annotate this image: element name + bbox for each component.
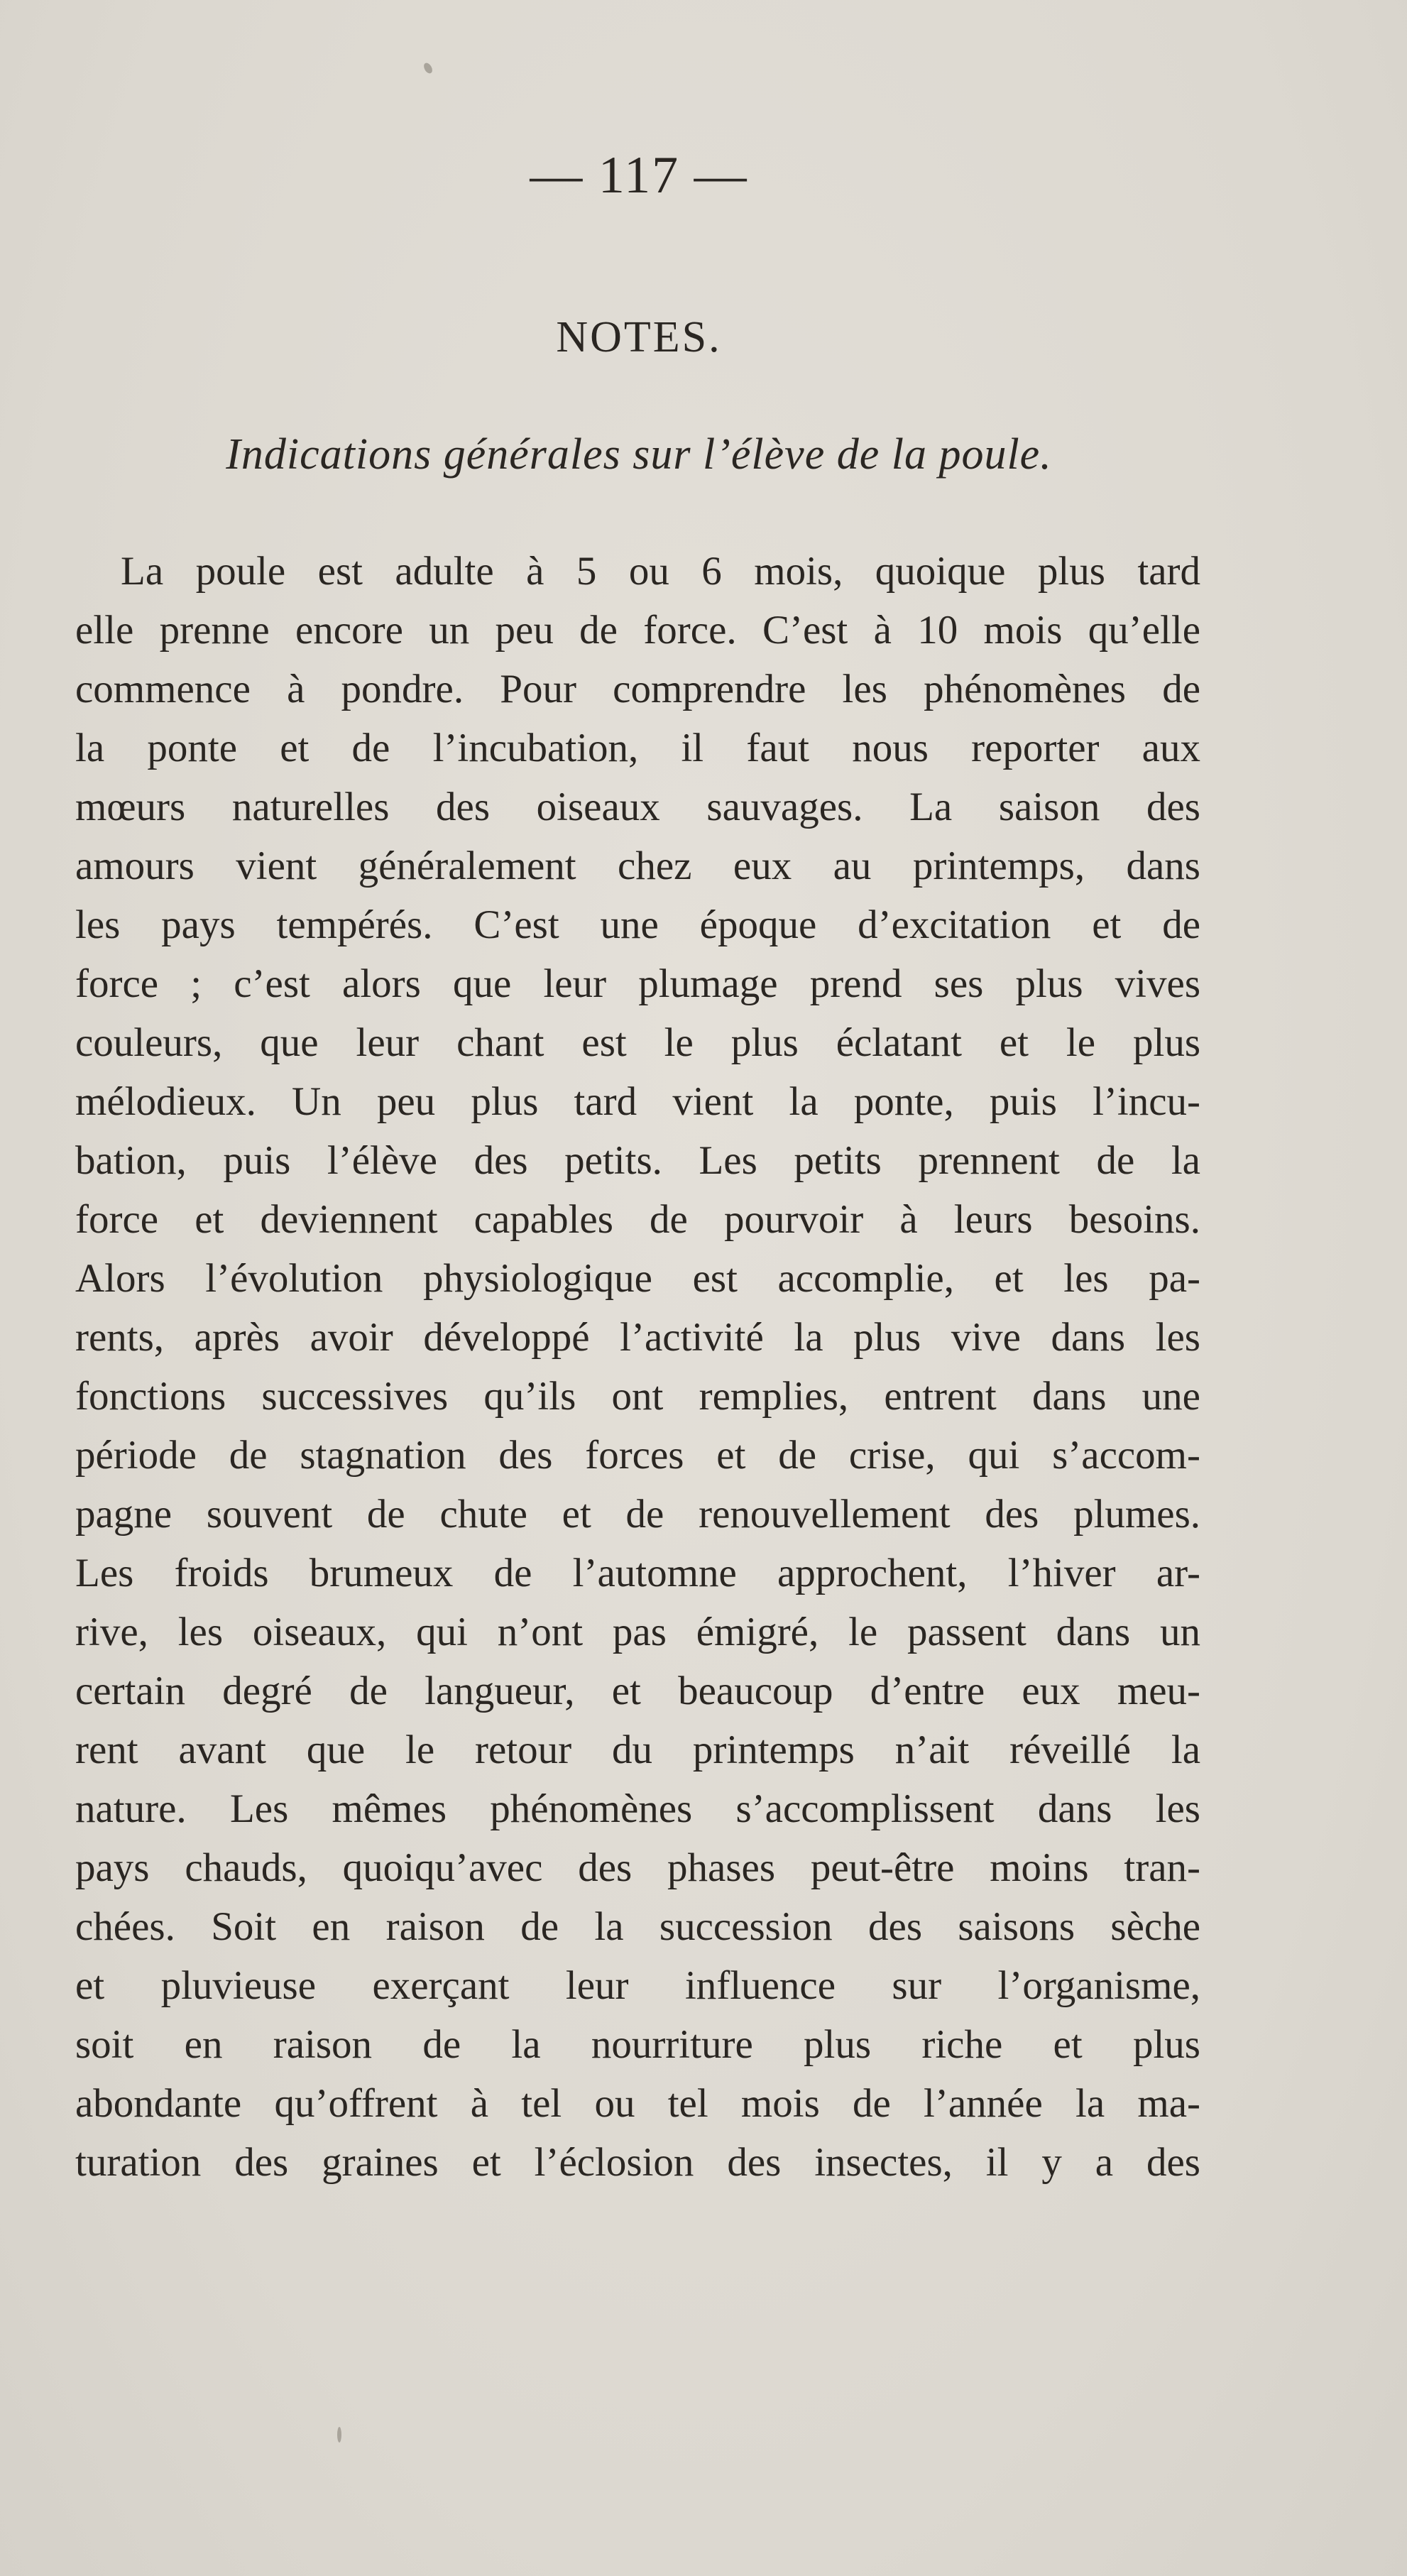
text-line: période de stagnation des forces et de crise, qui s’accom- (75, 1433, 1200, 1478)
text-line: pagne souvent de chute et de renouvellement des plumes. (75, 1492, 1200, 1537)
text-line: pays chauds, quoiqu’avec des phases peut-être moins tran- (75, 1845, 1200, 1890)
text-line: Les froids brumeux de l’automne approchent, l’hiver ar- (75, 1551, 1200, 1595)
text-line: amours vient généralement chez eux au printemps, dans (75, 844, 1200, 888)
text-line: abondante qu’offrent à tel ou tel mois de l’année la ma- (75, 2081, 1200, 2126)
text-line: chées. Soit en raison de la succession des saisons sèche (75, 1904, 1200, 1949)
text-line: soit en raison de la nourriture plus riche et plus (75, 2022, 1200, 2067)
text-line: force et deviennent capables de pourvoir à leurs besoins. (75, 1197, 1200, 1242)
text-line: bation, puis l’élève des petits. Les petits prennent de la (75, 1138, 1200, 1183)
text-line: force ; c’est alors que leur plumage prend ses plus vives (75, 961, 1200, 1006)
section-title: NOTES. (556, 313, 722, 361)
text-line: La poule est adulte à 5 ou 6 mois, quoique plus tard (121, 549, 1200, 594)
text-line: mœurs naturelles des oiseaux sauvages. La saison des (75, 785, 1200, 829)
body-paragraph (75, 542, 1200, 2192)
text-line: fonctions successives qu’ils ont remplies, entrent dans une (75, 1374, 1200, 1419)
text-line: turation des graines et l’éclosion des insectes, il y a des (75, 2140, 1200, 2185)
text-line: et pluvieuse exerçant leur influence sur l’organisme, (75, 1963, 1200, 2008)
text-line: Alors l’évolution physiologique est accomplie, et les pa- (75, 1256, 1200, 1301)
text-line: certain degré de langueur, et beaucoup d’entre eux meu- (75, 1669, 1200, 1713)
text-line: la ponte et de l’incubation, il faut nous reporter aux (75, 726, 1200, 770)
text-line: mélodieux. Un peu plus tard vient la ponte, puis l’incu- (75, 1079, 1200, 1124)
text-line: rents, après avoir développé l’activité la plus vive dans les (75, 1315, 1200, 1360)
page-number: — 117 — (530, 146, 748, 204)
ink-speck (422, 62, 434, 75)
section-subtitle: Indications générales sur l’élève de la poule. (226, 430, 1052, 479)
text-line: couleurs, que leur chant est le plus éclatant et le plus (75, 1020, 1200, 1065)
ink-speck (337, 2427, 341, 2443)
text-line: commence à pondre. Pour comprendre les phénomènes de (75, 667, 1200, 711)
text-line: elle prenne encore un peu de force. C’est à 10 mois qu’elle (75, 608, 1200, 653)
text-line: les pays tempérés. C’est une époque d’excitation et de (75, 902, 1200, 947)
text-line: rent avant que le retour du printemps n’ait réveillé la (75, 1728, 1200, 1772)
text-line: nature. Les mêmes phénomènes s’accomplissent dans les (75, 1786, 1200, 1831)
text-line: rive, les oiseaux, qui n’ont pas émigré, le passent dans un (75, 1610, 1200, 1654)
